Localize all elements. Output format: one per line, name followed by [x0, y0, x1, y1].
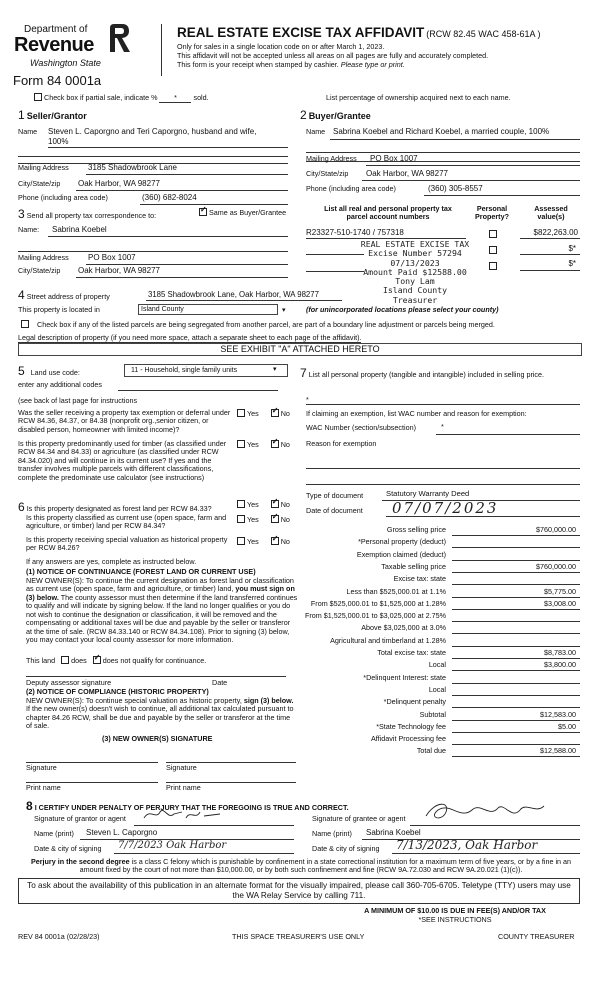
owner-print-label-1: Print name: [26, 783, 61, 792]
street-address[interactable]: 3185 Shadowbrook Lane, Oak Harbor, WA 98277: [148, 290, 319, 299]
tax-row-label: Affidavit Processing fee: [371, 734, 446, 743]
grantee-date-label: Date & city of signing: [312, 844, 380, 853]
tax-row-label: *Delinquent penalty: [383, 697, 446, 706]
tax-row-label: Total due: [416, 746, 446, 755]
corr-city-label: City/State/zip: [18, 266, 61, 275]
tax-row-value[interactable]: $3,008.00: [544, 599, 576, 608]
see-back-note: (see back of last page for instructions: [18, 396, 138, 405]
does-not-checkbox[interactable]: [93, 656, 101, 664]
doc-type[interactable]: Statutory Warranty Deed: [386, 489, 470, 498]
seller-mailing[interactable]: 3185 Shadowbrook Lane: [88, 163, 177, 172]
partial-sale-checkbox[interactable]: [34, 93, 42, 101]
seller-heading: 1 Seller/Grantor: [18, 108, 87, 122]
county-select[interactable]: Island County: [138, 304, 278, 315]
logo-name: Revenue: [14, 34, 94, 56]
personal-property-checkbox-3[interactable]: [489, 262, 497, 270]
availability-notice: To ask about the availability of this publication in an alternate format for the visually impaired, please call 360-705-6705. Teletype (TTY) users may use the WA Relay Service by calling 711.: [18, 878, 580, 904]
tax-row-label: Less than $525,000.01 at 1.1%: [346, 587, 446, 596]
owner-signature-label-2: Signature: [166, 763, 197, 772]
notice2-title: (2) NOTICE OF COMPLIANCE (HISTORIC PROPERTY): [26, 687, 209, 696]
header-divider: [161, 24, 162, 76]
forest-question: 6 Is this property designated as forest land per RCW 84.33?: [18, 500, 212, 514]
tax-row-label: Agricultural and timberland at 1.28%: [330, 636, 446, 645]
buyer-city[interactable]: Oak Harbor, WA 98277: [366, 169, 448, 178]
same-as-buyer: ✓ Same as Buyer/Grantee: [199, 208, 286, 217]
buyer-name-label: Name: [306, 127, 326, 136]
seller-phone-label: Phone (including area code): [18, 193, 108, 202]
tax-row-label: Local: [428, 685, 446, 694]
tax-row-label: Total excise tax: state: [377, 648, 446, 657]
reason-label: Reason for exemption: [306, 439, 377, 448]
header-line3: This form is your receipt when stamped by cashier. Please type or print.: [177, 60, 405, 69]
buyer-mailing[interactable]: PO Box 1007: [370, 154, 418, 163]
continuance-row: This land does ✓ does not qualify for continuance.: [26, 656, 206, 665]
logo-state: Washington State: [30, 58, 101, 68]
personal-property-checkbox-2[interactable]: [489, 246, 497, 254]
notice1-text: NEW OWNER(S): To continue the current designation as forest land or classification as current use (open space, farm and agriculture, or timber) land, you must sign on (3) below. The county assessor must then determine if the land transferred continues to qualify and will indicate by signing below. If the land no longer qualifies or you do not wish to continue the designation or classification, it will be removed and the compensating or additional taxes will be due and payable by the seller or transferor at the time of sale. (RCW 84.33.140 or RCW 84.34.108). Prior to signing (3) below, you may contact your local county assessor for more information.: [26, 576, 298, 645]
q1-no-checkbox[interactable]: [271, 409, 279, 417]
tax-row-value[interactable]: $5.00: [558, 722, 576, 731]
grantee-signature-label: Signature of grantee or agent: [312, 814, 406, 823]
corr-mailing-label: Mailing Address: [18, 253, 69, 262]
grantee-signature: [420, 796, 550, 826]
notice2-text: NEW OWNER(S): To continue special valuation as historic property, sign (3) below. If the new owner(s) doesn't wish to continue, all additional tax calculated pursuant to chapter 84.26 RCW, shall be due and payable by the seller or transferor at the time of sale.: [26, 696, 294, 731]
grantor-name[interactable]: Steven L. Caporgno: [86, 828, 158, 837]
historic-question: Is this property receiving special valuation as historical property per RCW 84.26?: [26, 535, 228, 553]
street-label: 4 Street address of property: [18, 288, 110, 302]
forest-yes-checkbox[interactable]: [237, 500, 245, 508]
tax-row-value[interactable]: $3,800.00: [544, 660, 576, 669]
corr-city[interactable]: Oak Harbor, WA 98277: [78, 266, 160, 275]
tax-row-label: *Personal property (deduct): [358, 537, 446, 546]
doc-date-label: Date of document: [306, 506, 363, 515]
personal-property-asterisk: *: [306, 395, 309, 404]
tax-row-label: Excise tax: state: [393, 574, 446, 583]
does-checkbox[interactable]: [61, 656, 69, 664]
tax-row-label: From $1,525,000.01 to $3,025,000 at 2.75%: [304, 611, 446, 620]
grantee-name[interactable]: Sabrina Koebel: [366, 828, 421, 837]
corr-name[interactable]: Sabrina Koebel: [52, 225, 107, 234]
deputy-date-label: Date: [212, 678, 228, 687]
buyer-phone[interactable]: (360) 305-8557: [428, 184, 483, 193]
tax-row-label: From $525,000.01 to $1,525,000 at 1.28%: [310, 599, 446, 608]
land-use-select[interactable]: 11 - Household, single family units: [124, 364, 288, 377]
tax-row-label: *State Technology fee: [376, 722, 446, 731]
exemption-question: Was the seller receiving a property tax exemption or deferral under RCW 84.36, 84.37, or 84.38 (nonprofit org.,senior citizen, or disabled person, homeowner with limited income)?: [18, 408, 231, 434]
grantor-signature: [140, 806, 230, 824]
tax-row-label: *Delinquent Interest: state: [363, 673, 446, 682]
current-use-no-checkbox[interactable]: [271, 515, 279, 523]
grantee-name-label: Name (print): [312, 829, 352, 838]
notice1-title: (1) NOTICE OF CONTINUANCE (FOREST LAND OR CURRENT USE): [26, 567, 256, 576]
grantee-date[interactable]: 7/13/2023, Oak Harbor: [396, 838, 538, 852]
assessed-value-2[interactable]: $*: [568, 244, 576, 253]
see-instructions: *SEE INSTRUCTIONS: [418, 915, 492, 924]
doc-type-label: Type of document: [306, 491, 364, 500]
q2-yes-checkbox[interactable]: [237, 440, 245, 448]
buyer-heading: 2 Buyer/Grantee: [300, 108, 371, 122]
q1-yes-checkbox[interactable]: [237, 409, 245, 417]
correspondence-label: 3 Send all property tax correspondence to:: [18, 207, 157, 221]
county-treasurer-label: COUNTY TREASURER: [498, 932, 575, 941]
tax-row-label: Exemption claimed (deduct): [356, 550, 446, 559]
seller-mailing-label: Mailing Address: [18, 163, 69, 172]
current-use-question: Is this property classified as current use (open space, farm and agriculture, or timber) land per RCW 84.34?: [26, 513, 227, 531]
revenue-logo-icon: [106, 22, 132, 56]
seller-name-label: Name: [18, 127, 38, 136]
treasurer-space-label: THIS SPACE TREASURER'S USE ONLY: [232, 932, 365, 941]
tax-row-label: Local: [428, 660, 446, 669]
tax-row-value[interactable]: $760,000.00: [536, 562, 576, 571]
personal-property-header: Personal Property?: [475, 204, 509, 222]
doc-date[interactable]: 07/07/2023: [392, 499, 499, 517]
logo-dept: Department of: [24, 24, 88, 35]
timber-question: Is this property predominantly used for timber (as classified under RCW 84.34 and 84.33) or agriculture (as classified under RCW 84.34.020) and will continue in its current use? If yes and the transfer involves multiple parcels with different classifications, complete the predominate use calculator (see instructions): [18, 439, 227, 482]
personal-property-checkbox-1[interactable]: [489, 230, 497, 238]
perjury-notice: Perjury in the second degree is a class C felony which is punishable by confinement in a state correctional institution for a maximum term of five years, or by a fine in an amount fixed by the court of not more than $10,000.00, or by both such confinement and fine (RCW 9A.72.030 and RCW 9A.20.021 (1)(c)).: [30, 857, 572, 875]
partial-sale: Check box if partial sale, indicate % * sold.: [34, 93, 209, 103]
corr-mailing[interactable]: PO Box 1007: [88, 253, 136, 262]
tax-row-value[interactable]: $760,000.00: [536, 525, 576, 534]
list-percentage: List percentage of ownership acquired next to each name.: [326, 93, 511, 102]
seller-name[interactable]: Steven L. Caporgno and Teri Caporgno, husband and wife,: [48, 127, 257, 136]
forest-no-checkbox[interactable]: [271, 500, 279, 508]
chevron-down-icon: ▾: [273, 364, 277, 373]
located-label: This property is located in: [18, 305, 100, 314]
buyer-mailing-label: Mailing Address: [306, 154, 357, 163]
grantor-date-label: Date & city of signing: [34, 844, 102, 853]
tax-row-value[interactable]: $12,588.00: [540, 746, 576, 755]
wac-label: WAC Number (section/subsection): [306, 423, 416, 432]
exemption-note: If claiming an exemption, list WAC number and reason for exemption:: [306, 409, 527, 418]
notice3-title: (3) NEW OWNER(S) SIGNATURE: [102, 734, 213, 743]
additional-codes-label: enter any additional codes: [18, 380, 102, 389]
segregated-checkbox[interactable]: [21, 320, 29, 328]
owner-print-label-2: Print name: [166, 783, 201, 792]
legal-label: Legal description of property (if you need more space, attach a separate sheet to each page of the affidavit).: [18, 333, 362, 342]
legal-description[interactable]: SEE EXHIBIT "A" ATTACHED HERETO: [18, 343, 582, 356]
grantor-name-label: Name (print): [34, 829, 74, 838]
form-number: Form 84 0001a: [13, 73, 102, 88]
segregated-row: Check box if any of the listed parcels are being segregated from another parcel, are part of a boundary line adjustment or parcels being merged.: [21, 320, 495, 329]
buyer-phone-label: Phone (including area code): [306, 184, 396, 193]
form-title: REAL ESTATE EXCISE TAX AFFIDAVIT (RCW 82.45 WAC 458-61A ): [177, 25, 541, 40]
same-as-buyer-checkbox[interactable]: [199, 208, 207, 216]
assessed-value-1[interactable]: $822,263.00: [533, 228, 578, 237]
deputy-signature-label: Deputy assessor signature: [26, 678, 112, 687]
tax-row-label: Gross selling price: [386, 525, 446, 534]
historic-no-checkbox[interactable]: [271, 537, 279, 545]
tax-row-value[interactable]: $5,775.00: [544, 587, 576, 596]
land-use-label: 5 Land use code:: [18, 364, 80, 378]
tax-row-label: Taxable selling price: [381, 562, 446, 571]
owner-signature-label-1: Signature: [26, 763, 57, 772]
parcel-header: List all real and personal property tax parcel account numbers: [324, 204, 452, 222]
assessed-value-3[interactable]: $*: [568, 259, 576, 268]
seller-city-label: City/State/zip: [18, 179, 61, 188]
assessed-value-header: Assessed value(s): [534, 204, 568, 222]
header-line2: This affidavit will not be accepted unless all areas on all pages are fully and accurately completed.: [177, 51, 489, 60]
tax-row-value[interactable]: $12,583.00: [540, 710, 576, 719]
chevron-down-icon: ▾: [282, 305, 286, 314]
buyer-name[interactable]: Sabrina Koebel and Richard Koebel, a married couple, 100%: [333, 127, 550, 136]
tax-row-value[interactable]: $8,783.00: [544, 648, 576, 657]
buyer-city-label: City/State/zip: [306, 169, 349, 178]
unincorporated-note: (for unincorporated locations please select your county): [306, 305, 499, 314]
historic-yes-checkbox[interactable]: [237, 537, 245, 545]
personal-property-label: 7 List all personal property (tangible and intangible) included in selling price.: [300, 366, 545, 380]
certify-statement: 8 I CERTIFY UNDER PENALTY OF PERJURY THAT THE FOREGOING IS TRUE AND CORRECT.: [26, 799, 349, 813]
form-revision: REV 84 0001a (02/28/23): [18, 932, 100, 941]
current-use-yes-checkbox[interactable]: [237, 515, 245, 523]
tax-row-label: Above $3,025,000 at 3.0%: [361, 623, 446, 632]
q2-no-checkbox[interactable]: [271, 440, 279, 448]
seller-name-2[interactable]: 100%: [48, 137, 69, 146]
parcel-number-1[interactable]: R23327-510-1740 / 757318: [306, 228, 404, 237]
seller-city[interactable]: Oak Harbor, WA 98277: [78, 179, 160, 188]
grantor-signature-label: Signature of grantor or agent: [34, 814, 126, 823]
grantor-date[interactable]: 7/7/2023 Oak Harbor: [118, 840, 227, 851]
tax-row-label: Subtotal: [419, 710, 446, 719]
corr-name-label: Name:: [18, 225, 40, 234]
seller-phone[interactable]: (360) 682-8024: [142, 193, 197, 202]
header-line1: Only for sales in a single location code on or after March 1, 2023.: [177, 42, 385, 51]
if-yes-note: If any answers are yes, complete as instructed below.: [26, 557, 197, 566]
treasurer-stamp: REAL ESTATE EXCISE TAX Excise Number 57294 07/13/2023 Amount Paid $12588.00 Tony Lam Island County Treasurer: [360, 239, 470, 305]
wac-asterisk: *: [441, 422, 444, 431]
minimum-note: A MINIMUM OF $10.00 IS DUE IN FEE(S) AND/OR TAX: [364, 906, 546, 915]
